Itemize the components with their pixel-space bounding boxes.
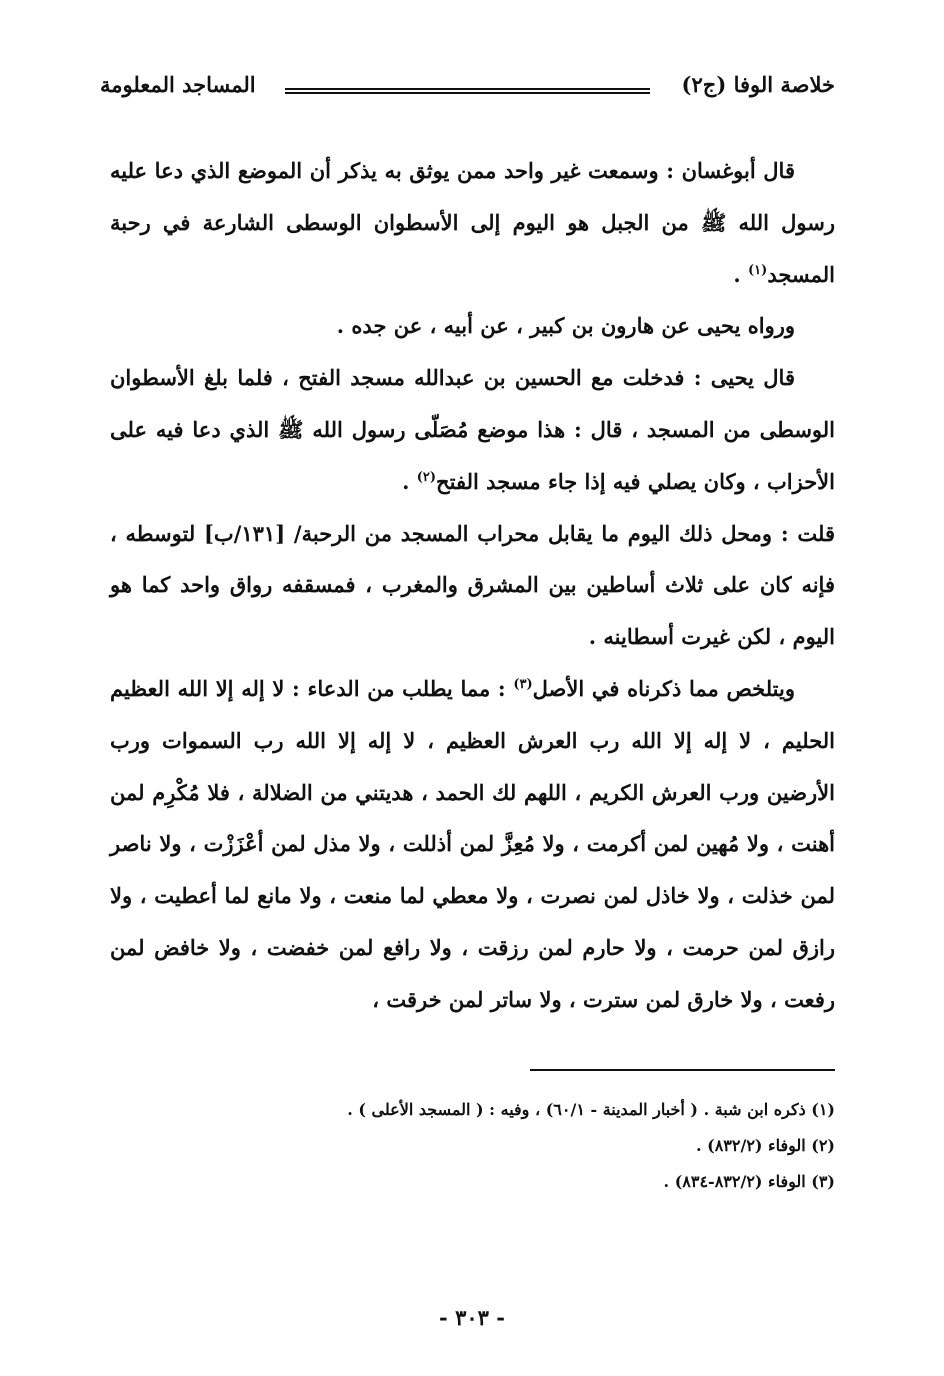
chapter-title: المساجد المعلومة: [100, 72, 256, 97]
paragraph-5-start: ويتلخص مما ذكرناه في الأصل: [532, 675, 795, 701]
paragraph-1-text: قال أبوغسان : وسمعت غير واحد ممن يوثق به يذكر أن الموضع الذي دعا عليه رسول الله ﷺ من الجبل هو اليوم إلى الأسطوان الوسطى الشارعة في رحبة المسجد: [110, 158, 835, 287]
paragraph-1: [110, 145, 835, 300]
footnote-1: (١) ذكره ابن شبة . ( أخبار المدينة - ٦٠/١) ، وفيه : ( المسجد الأعلى ) .: [347, 1100, 835, 1119]
paragraph-3: [110, 352, 835, 507]
header-rule: [285, 88, 650, 90]
paragraph-5-rest: : مما يطلب من الدعاء : لا إله إلا الله العظيم الحليم ، لا إله إلا الله رب العرش العظيم ، لا إله إلا الله رب السموات ورب الأرضين ورب العرش الكريم ، اللهم لك الحمد ، هديتني من الضلالة ، فلا مُكْرِم لمن أهنت ، ولا مُهين لمن أكرمت ، ولا مُعِزَّ لمن أذللت ، ولا مذل لمن أعْزَزْت ، ولا ناصر لمن خذلت ، ولا خاذل لمن نصرت ، ولا معطي لما منعت ، ولا مانع لما أعطيت ، ولا رازق لمن حرمت ، ولا حارم لمن رزقت ، ولا رافع لمن خفضت ، ولا خافض لمن رفعت ، ولا خارق لمن سترت ، ولا ساتر لمن خرقت ،: [110, 675, 835, 1012]
page-number: - ٣٠٣ -: [439, 1305, 505, 1330]
paragraph-4-lead: قلت: [797, 520, 835, 546]
paragraph-1-end: .: [733, 261, 749, 287]
paragraph-3-end: .: [402, 468, 417, 494]
footnotes: [110, 1092, 835, 1200]
footnote-ref-3: (٣): [513, 676, 533, 692]
paragraph-2: ورواه يحيى عن هارون بن كبير ، عن أبيه ، عن جده .: [336, 313, 795, 339]
footnote-3: (٣) الوفاء (٨٣٢/٢-٨٣٤) .: [663, 1172, 835, 1191]
running-header: [100, 68, 835, 108]
main-text: [110, 145, 835, 1026]
footnote-2: (٢) الوفاء (٨٣٢/٢) .: [695, 1136, 835, 1155]
footnote-ref-2: (٢): [416, 469, 437, 485]
book-title: خلاصة الوفا (ج٢): [681, 72, 835, 97]
paragraph-4: [110, 508, 835, 663]
paragraph-5: [110, 663, 835, 1026]
footnote-ref-1: (١): [748, 262, 768, 278]
paragraph-3-text: قال يحيى : فدخلت مع الحسين بن عبدالله مسجد الفتح ، فلما بلغ الأسطوان الوسطى من المسجد ، قال : هذا موضع مُصَلّى رسول الله ﷺ الذي دعا فيه على الأحزاب ، وكان يصلي فيه إذا جاء مسجد الفتح: [110, 365, 835, 494]
footnote-separator: [530, 1069, 835, 1071]
paragraph-4-text: : ومحل ذلك اليوم ما يقابل محراب المسجد من الرحبة/ [١٣١/ب] لتوسطه ، فإنه كان على ثلاث أساطين بين المشرق والمغرب ، فمسقفه رواق واحد كما هو اليوم ، لكن غيرت أسطاينه .: [110, 520, 835, 650]
header-rule-second: [285, 92, 650, 94]
